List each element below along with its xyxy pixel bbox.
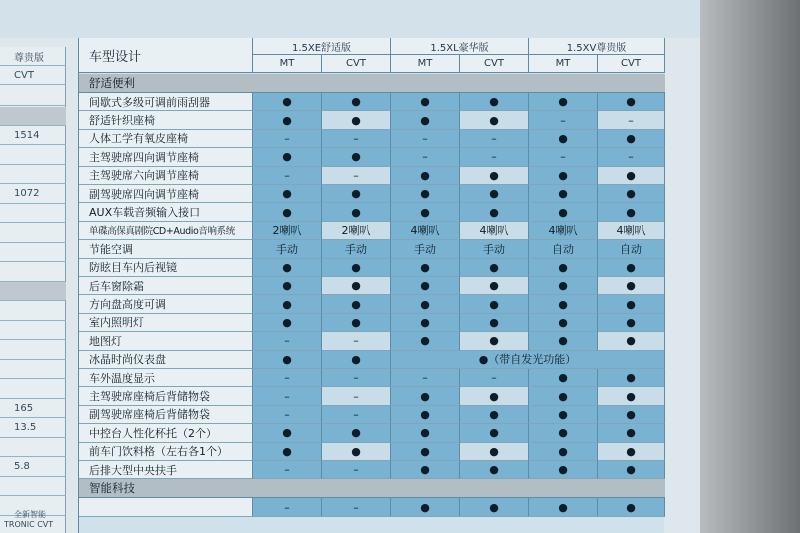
- spec-cell: –: [460, 148, 529, 166]
- spec-cell: ●: [322, 277, 391, 295]
- left-fragment-cell: 1072: [0, 185, 66, 204]
- left-fragment-footnote: 全新智能: [14, 509, 46, 519]
- spec-cell: ●: [529, 424, 598, 442]
- left-fragment-cell: [0, 263, 66, 282]
- spec-cell: 手动: [322, 240, 391, 258]
- spec-cell: ●: [391, 387, 460, 405]
- spec-cell: –: [253, 167, 322, 185]
- spec-cell: ●: [322, 259, 391, 277]
- spec-cell: ●: [529, 130, 598, 148]
- spec-cell: ●: [322, 424, 391, 442]
- spec-cell: ●: [253, 277, 322, 295]
- spec-cell: ●: [322, 93, 391, 111]
- feature-label: 方向盘高度可调: [79, 295, 253, 313]
- section-header: 智能科技: [79, 479, 665, 498]
- spec-cell: ●: [253, 148, 322, 166]
- feature-label: 人体工学有氧皮座椅: [79, 130, 253, 148]
- spec-cell: ●: [391, 461, 460, 479]
- feature-label: [79, 498, 253, 516]
- left-fragment-cell: [0, 341, 66, 360]
- spec-cell: ●: [322, 443, 391, 461]
- spec-cell: ●: [529, 387, 598, 405]
- spec-cell: –: [322, 167, 391, 185]
- left-fragment-cell: [0, 477, 66, 496]
- spec-cell: ●: [529, 498, 598, 516]
- spec-cell: ●: [322, 148, 391, 166]
- spec-cell: –: [322, 369, 391, 387]
- trim-header: 1.5XL豪华版: [391, 38, 529, 55]
- left-fragment-cell: 165: [0, 399, 66, 418]
- spec-cell: 手动: [253, 240, 322, 258]
- spec-cell: –: [322, 406, 391, 424]
- left-fragment-cell: 5.8: [0, 458, 66, 477]
- spec-cell: ●: [460, 185, 529, 203]
- spec-cell: ●: [529, 295, 598, 313]
- spec-cell: ●: [460, 167, 529, 185]
- spec-cell: ●: [598, 332, 665, 350]
- spec-cell: ●: [391, 277, 460, 295]
- transmission-header: MT: [529, 55, 598, 73]
- spec-cell: ●: [598, 424, 665, 442]
- left-fragment-cell: CVT: [0, 66, 66, 85]
- spec-cell: ●: [391, 424, 460, 442]
- spec-cell: ●: [460, 424, 529, 442]
- left-fragment-cell: 13.5: [0, 419, 66, 438]
- transmission-header: CVT: [598, 55, 665, 73]
- spec-cell: ●: [529, 277, 598, 295]
- spec-cell: –: [253, 498, 322, 516]
- table-title: 车型设计: [79, 38, 253, 73]
- spec-cell: ●: [253, 443, 322, 461]
- spec-cell: ●: [460, 277, 529, 295]
- spec-cell: ●: [460, 387, 529, 405]
- left-fragment-cell: [0, 87, 66, 106]
- spec-cell: ●: [598, 498, 665, 516]
- spec-cell: ●: [598, 167, 665, 185]
- spec-cell: –: [598, 111, 665, 129]
- left-fragment-cell: 尊贵版: [0, 47, 66, 66]
- spec-cell: ●: [460, 259, 529, 277]
- spec-cell: ●: [598, 93, 665, 111]
- spec-cell: ●: [598, 295, 665, 313]
- feature-label: 主驾驶席座椅后背储物袋: [79, 387, 253, 405]
- spec-cell: ●: [391, 203, 460, 221]
- spec-cell: ●: [253, 93, 322, 111]
- page-top-band: [0, 0, 728, 38]
- feature-label: 冰晶时尚仪表盘: [79, 351, 253, 369]
- spec-cell: ●: [529, 259, 598, 277]
- feature-label: 副驾驶席四向调节座椅: [79, 185, 253, 203]
- spec-cell: –: [253, 332, 322, 350]
- spec-cell: ●: [253, 314, 322, 332]
- spec-cell: ●: [460, 332, 529, 350]
- spec-cell: ●: [391, 443, 460, 461]
- transmission-header: CVT: [322, 55, 391, 73]
- spec-cell: 2喇叭: [322, 222, 391, 240]
- spec-cell: ●: [391, 406, 460, 424]
- spec-cell: ●: [322, 314, 391, 332]
- left-fragment-cell: [0, 165, 66, 184]
- spec-cell: –: [253, 387, 322, 405]
- spec-cell: ●: [460, 314, 529, 332]
- spec-cell: ●: [598, 130, 665, 148]
- feature-label: 单碟高保真剧院CD+Audio音响系统: [79, 222, 253, 240]
- spec-cell: –: [322, 387, 391, 405]
- spec-cell: ●: [460, 295, 529, 313]
- spec-cell: ●: [253, 111, 322, 129]
- spec-cell: ●: [253, 295, 322, 313]
- spec-cell: ●: [529, 461, 598, 479]
- spec-cell: ●: [253, 203, 322, 221]
- left-fragment-cell: [0, 321, 66, 340]
- spec-cell: ●: [598, 406, 665, 424]
- spec-cell: –: [322, 130, 391, 148]
- left-fragment-cell: [0, 146, 66, 165]
- feature-label: 后排大型中央扶手: [79, 461, 253, 479]
- feature-label: 地图灯: [79, 332, 253, 350]
- feature-label: 中控台人性化杯托（2个）: [79, 424, 253, 442]
- spec-cell: ●: [529, 314, 598, 332]
- trim-header: 1.5XE舒适版: [253, 38, 391, 55]
- spec-cell: ●: [529, 406, 598, 424]
- spec-cell: ●: [391, 167, 460, 185]
- feature-label: 车外温度显示: [79, 369, 253, 387]
- spec-cell: ●: [598, 203, 665, 221]
- feature-label: 间歇式多级可调前雨刮器: [79, 93, 253, 111]
- left-fragment-cell: [0, 107, 66, 126]
- spec-cell: 自动: [529, 240, 598, 258]
- spec-cell: 4喇叭: [598, 222, 665, 240]
- spec-cell: ●: [322, 351, 391, 369]
- spec-cell: ●: [598, 259, 665, 277]
- spec-cell: ●: [598, 185, 665, 203]
- spec-cell: ●: [598, 314, 665, 332]
- feature-label: 室内照明灯: [79, 314, 253, 332]
- spec-cell: ●: [253, 185, 322, 203]
- spec-cell: ●: [529, 93, 598, 111]
- spec-cell: 4喇叭: [460, 222, 529, 240]
- spec-cell: ●: [391, 295, 460, 313]
- spec-cell: ●: [529, 185, 598, 203]
- spec-cell: ●: [529, 332, 598, 350]
- spec-cell: –: [253, 461, 322, 479]
- spec-table: [78, 38, 664, 533]
- transmission-header: MT: [391, 55, 460, 73]
- spec-cell: ●: [529, 167, 598, 185]
- spec-cell: ●: [460, 93, 529, 111]
- left-fragment-cell: [0, 438, 66, 457]
- spec-cell: ●: [322, 203, 391, 221]
- spec-cell: ●: [391, 332, 460, 350]
- spec-cell: ●: [529, 203, 598, 221]
- spec-cell: ●: [391, 259, 460, 277]
- spec-cell: ●: [460, 461, 529, 479]
- page-edge-shadow: [700, 0, 800, 533]
- spec-cell: ●: [253, 351, 322, 369]
- left-fragment-cell: [0, 243, 66, 262]
- spec-cell: 2喇叭: [253, 222, 322, 240]
- transmission-header: CVT: [460, 55, 529, 73]
- spec-cell: ●: [322, 185, 391, 203]
- spec-cell: –: [253, 406, 322, 424]
- feature-label: 后车窗除霜: [79, 277, 253, 295]
- spec-cell: ●: [391, 111, 460, 129]
- transmission-header: MT: [253, 55, 322, 73]
- spec-cell: ●: [391, 498, 460, 516]
- spec-cell: ●: [391, 185, 460, 203]
- feature-label: 主驾驶席四向调节座椅: [79, 148, 253, 166]
- feature-label: 节能空调: [79, 240, 253, 258]
- spec-cell: ●: [598, 369, 665, 387]
- spec-cell: –: [529, 111, 598, 129]
- feature-label: 前车门饮料格（左右各1个）: [79, 443, 253, 461]
- spec-cell: ●: [529, 443, 598, 461]
- spec-cell: –: [322, 332, 391, 350]
- spec-cell: ●: [460, 406, 529, 424]
- feature-label: AUX车载音频输入接口: [79, 203, 253, 221]
- spec-cell: ●: [253, 424, 322, 442]
- spec-cell: ●: [322, 111, 391, 129]
- spec-cell: ●: [391, 93, 460, 111]
- left-fragment-cell: [0, 282, 66, 301]
- spec-cell: ●: [598, 387, 665, 405]
- left-fragment-cell: [0, 302, 66, 321]
- spec-cell: ●: [529, 369, 598, 387]
- spec-cell: –: [322, 461, 391, 479]
- spec-span-note: ●（带自发光功能）: [391, 351, 665, 369]
- spec-cell: ●: [391, 314, 460, 332]
- spec-cell: 4喇叭: [391, 222, 460, 240]
- spec-cell: 自动: [598, 240, 665, 258]
- spec-cell: ●: [598, 277, 665, 295]
- spec-cell: ●: [598, 443, 665, 461]
- spec-cell: ●: [460, 111, 529, 129]
- spec-cell: 4喇叭: [529, 222, 598, 240]
- left-fragment-footnote: TRONIC CVT: [4, 519, 54, 529]
- trim-header: 1.5XV尊贵版: [529, 38, 665, 55]
- left-fragment-cell: 1514: [0, 126, 66, 145]
- spec-cell: –: [253, 130, 322, 148]
- feature-label: 防眩目车内后视镜: [79, 259, 253, 277]
- spec-cell: ●: [322, 295, 391, 313]
- spec-cell: ●: [460, 203, 529, 221]
- section-header: 舒适便利: [79, 74, 665, 93]
- spec-cell: –: [391, 148, 460, 166]
- spec-cell: –: [391, 130, 460, 148]
- spec-cell: –: [253, 369, 322, 387]
- feature-label: 主驾驶席六向调节座椅: [79, 167, 253, 185]
- spec-cell: ●: [460, 443, 529, 461]
- left-partial-table: [0, 47, 66, 533]
- left-fragment-cell: [0, 204, 66, 223]
- spec-cell: –: [460, 130, 529, 148]
- feature-label: 副驾驶席座椅后背储物袋: [79, 406, 253, 424]
- spec-cell: –: [598, 148, 665, 166]
- spec-cell: 手动: [460, 240, 529, 258]
- spec-cell: ●: [253, 259, 322, 277]
- spec-cell: –: [322, 498, 391, 516]
- left-fragment-cell: [0, 380, 66, 399]
- feature-label: 舒适针织座椅: [79, 111, 253, 129]
- spec-cell: 手动: [391, 240, 460, 258]
- spec-cell: ●: [598, 461, 665, 479]
- spec-cell: –: [529, 148, 598, 166]
- left-fragment-cell: [0, 360, 66, 379]
- spec-cell: –: [460, 369, 529, 387]
- left-fragment-cell: [0, 224, 66, 243]
- spec-cell: ●: [460, 498, 529, 516]
- spec-cell: –: [391, 369, 460, 387]
